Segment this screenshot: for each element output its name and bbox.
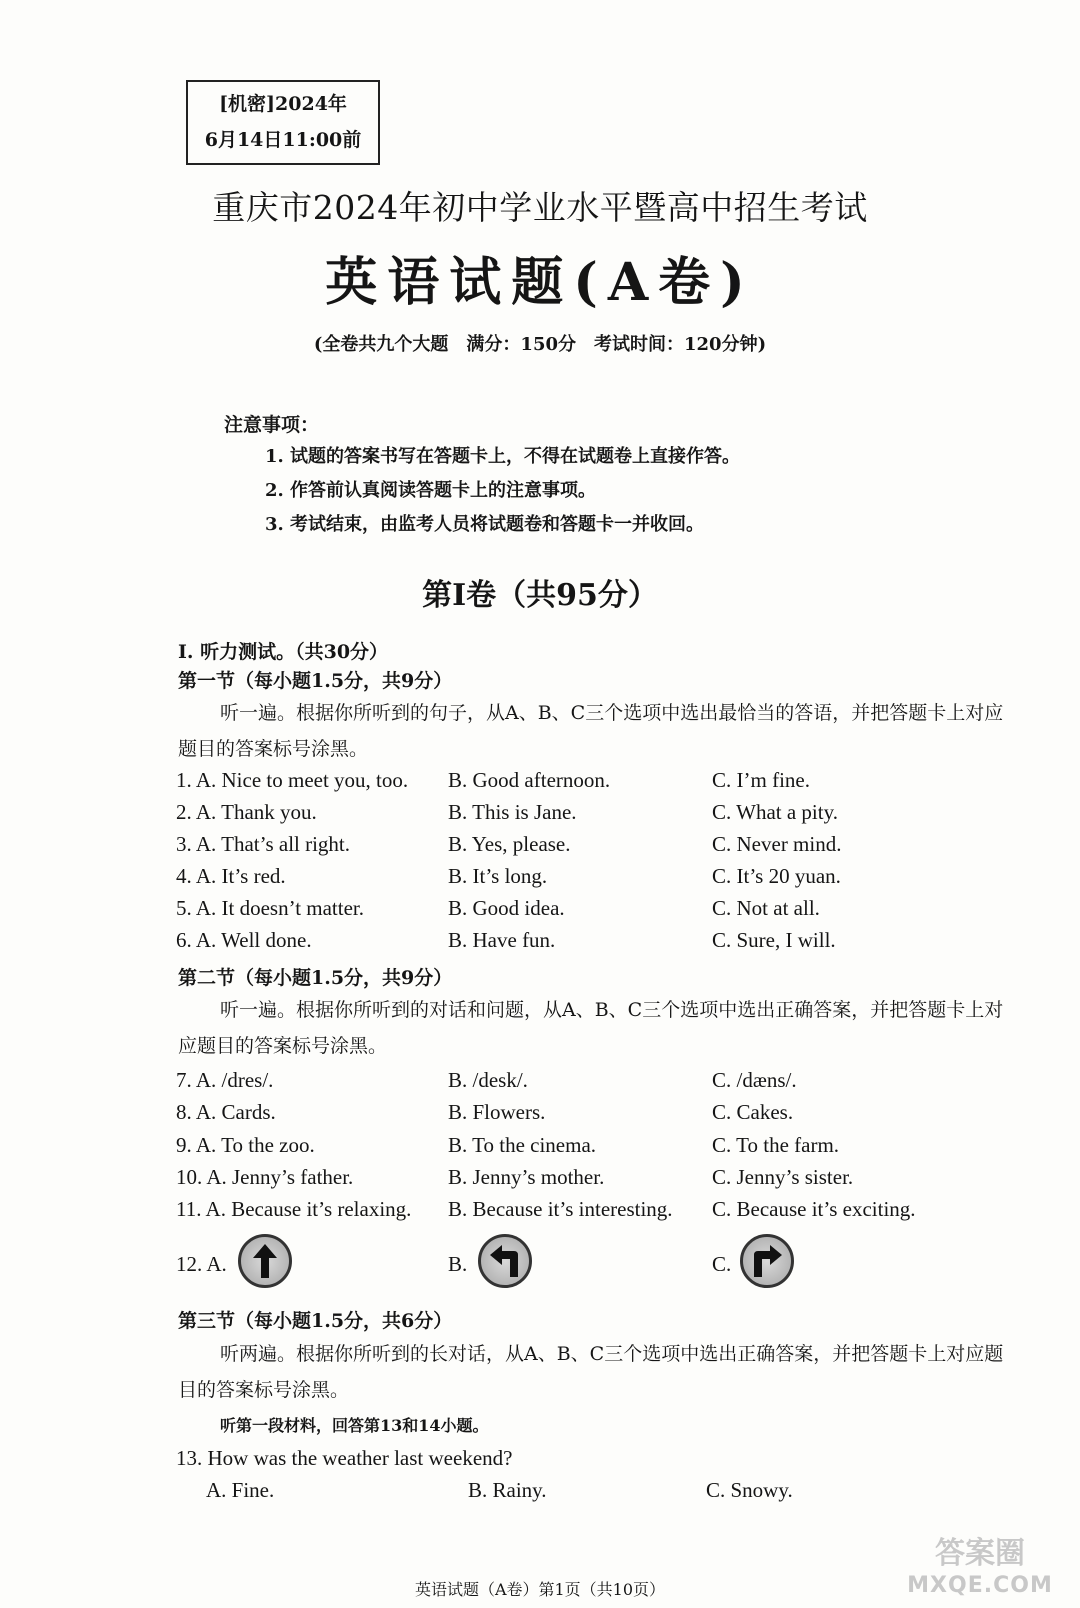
q2-option-b: B. This is Jane.: [448, 800, 577, 824]
q5-option-c: C. Not at all.: [712, 896, 820, 920]
q8-option-a: 8. A. Cards.: [176, 1100, 276, 1124]
q11-option-a: 11. A. Because it’s relaxing.: [176, 1197, 412, 1221]
turn-left-arrow-icon: [478, 1234, 532, 1288]
q9-option-a: 9. A. To the zoo.: [176, 1133, 315, 1157]
q12-option-a-label: 12. A.: [176, 1252, 227, 1276]
q13-option-a: A. Fine.: [206, 1478, 275, 1502]
part-heading: I. 听力测试。（共30分）: [178, 641, 389, 663]
note-item-1: 1. 试题的答案书写在答题卡上，不得在试题卷上直接作答。: [265, 446, 741, 467]
q4-option-a: 4. A. It’s red.: [176, 864, 286, 888]
confidential-line-2: 6月14日11:00前: [204, 129, 362, 151]
q9-option-c: C. To the farm.: [712, 1133, 840, 1157]
material-note: 听第一段材料，回答第13和14小题。: [220, 1416, 489, 1435]
exam-info: (全卷共九个大题 满分：150分 考试时间：120分钟): [313, 334, 767, 355]
confidential-line-1: [机密]2024年: [219, 93, 347, 115]
q10-option-c: C. Jenny’s sister.: [712, 1165, 854, 1189]
q12-option-b-label: B.: [448, 1252, 468, 1276]
q2-option-c: C. What a pity.: [712, 800, 838, 824]
section-3-heading: 第三节（每小题1.5分，共6分）: [178, 1310, 453, 1332]
exam-title: 重庆市2024年初中学业水平暨高中招生考试: [212, 188, 868, 227]
q11-option-c: C. Because it’s exciting.: [712, 1197, 916, 1221]
q11-option-b: B. Because it’s interesting.: [448, 1197, 673, 1221]
watermark-bottom: MXQE.COM: [907, 1573, 1053, 1598]
q7-option-c: C. /dæns/.: [712, 1068, 797, 1092]
q5-option-b: B. Good idea.: [448, 896, 565, 920]
q5-option-a: 5. A. It doesn’t matter.: [176, 896, 365, 920]
q10-option-a: 10. A. Jenny’s father.: [176, 1165, 354, 1189]
q10-option-b: B. Jenny’s mother.: [448, 1165, 605, 1189]
q13-option-b: B. Rainy.: [468, 1478, 547, 1502]
notes-heading: 注意事项：: [224, 414, 320, 436]
q8-option-c: C. Cakes.: [712, 1100, 794, 1124]
q8-option-b: B. Flowers.: [448, 1100, 546, 1124]
section-3-instruction: 听两遍。根据你所听到的长对话，从A、B、C三个选项中选出正确答案，并把答题卡上对应题目的答案标号涂黑。: [178, 1343, 1004, 1401]
section-title: 第Ⅰ卷（共95分）: [422, 578, 658, 613]
section-2-heading: 第二节（每小题1.5分，共9分）: [178, 967, 453, 989]
q9-option-b: B. To the cinema.: [448, 1133, 597, 1157]
page-footer: 英语试题（A卷）第1页（共10页）: [414, 1580, 666, 1599]
q1-option-a: 1. A. Nice to meet you, too.: [176, 768, 409, 792]
confidential-box: [186, 80, 380, 165]
note-item-2: 2. 作答前认真阅读答题卡上的注意事项。: [265, 480, 597, 501]
note-item-3: 3. 考试结束，由监考人员将试题卷和答题卡一并收回。: [265, 514, 705, 535]
q7-option-a: 7. A. /dres/.: [176, 1068, 274, 1092]
watermark-top: 答案圈: [935, 1536, 1025, 1571]
turn-right-arrow-icon: [740, 1234, 794, 1288]
q3-option-a: 3. A. That’s all right.: [176, 832, 351, 856]
section-2-instruction: 听一遍。根据你所听到的对话和问题，从A、B、C三个选项中选出正确答案，并把答题卡上对应题目的答案标号涂黑。: [178, 999, 1004, 1057]
q13-question: 13. How was the weather last weekend?: [176, 1446, 513, 1470]
q4-option-b: B. It’s long.: [448, 864, 548, 888]
q2-option-a: 2. A. Thank you.: [176, 800, 317, 824]
q1-option-b: B. Good afternoon.: [448, 768, 611, 792]
section-1-instruction: 听一遍。根据你所听到的句子，从A、B、C三个选项中选出最恰当的答语，并把答题卡上对应题目的答案标号涂黑。: [178, 702, 1004, 760]
watermark-logo: [880, 1535, 1080, 1608]
q12-option-c-label: C.: [712, 1252, 732, 1276]
q7-option-b: B. /desk/.: [448, 1068, 528, 1092]
section-1-heading: 第一节（每小题1.5分，共9分）: [178, 670, 453, 692]
q6-option-b: B. Have fun.: [448, 928, 556, 952]
straight-arrow-icon: [238, 1234, 292, 1288]
q3-option-b: B. Yes, please.: [448, 832, 571, 856]
q13-option-c: C. Snowy.: [706, 1478, 793, 1502]
q4-option-c: C. It’s 20 yuan.: [712, 864, 841, 888]
q6-option-a: 6. A. Well done.: [176, 928, 312, 952]
subject-title: 英语试题(A卷): [325, 252, 755, 313]
q6-option-c: C. Sure, I will.: [712, 928, 836, 952]
q1-option-c: C. I’m fine.: [712, 768, 810, 792]
q3-option-c: C. Never mind.: [712, 832, 842, 856]
